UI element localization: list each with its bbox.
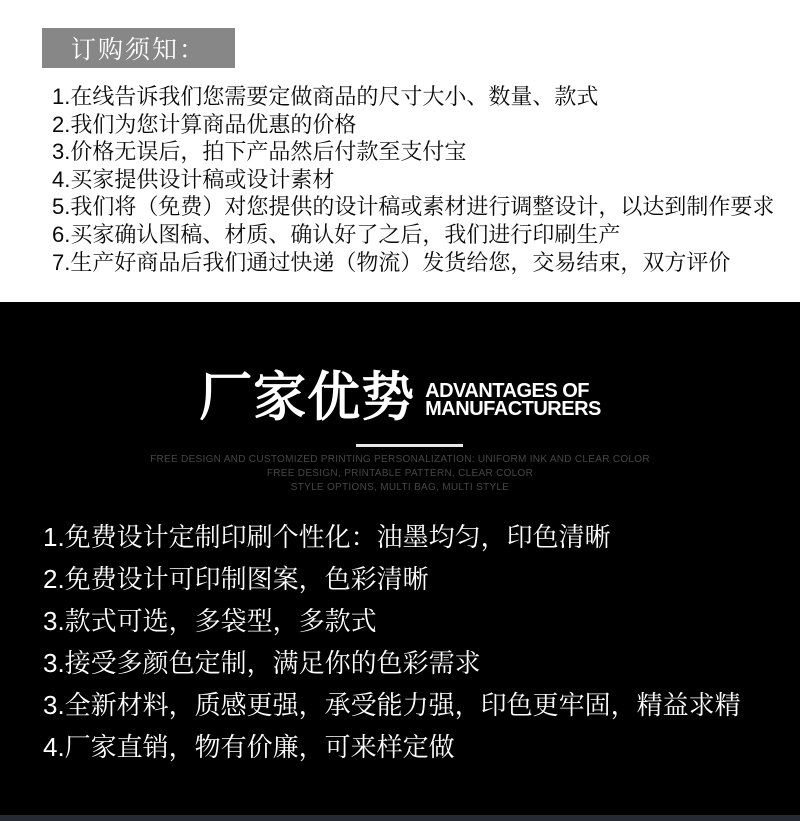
bottom-bar bbox=[0, 815, 800, 821]
advantages-subtitle-line: FREE DESIGN, PRINTABLE PATTERN, CLEAR COLOR bbox=[266, 468, 534, 479]
notice-item: 2.我们为您计算商品优惠的价格 bbox=[52, 111, 357, 137]
advantage-item: 3.全新材料，质感更强，承受能力强，印色更牢固，精益求精 bbox=[43, 690, 741, 720]
notice-item: 7.生产好商品后我们通过快递（物流）发货给您，交易结束，双方评价 bbox=[52, 249, 731, 275]
advantages-title-en-line1: ADVANTAGES OF bbox=[425, 380, 590, 403]
advantage-item: 3.款式可选，多袋型，多款式 bbox=[43, 606, 377, 636]
advantages-title-cn: 厂家优势 bbox=[199, 368, 416, 427]
notice-item: 4.买家提供设计稿或设计素材 bbox=[52, 166, 335, 192]
advantage-item: 1.免费设计定制印刷个性化：油墨均匀，印色清晰 bbox=[43, 522, 611, 552]
advantages-list bbox=[43, 516, 741, 768]
advantages-subtitle-line: FREE DESIGN AND CUSTOMIZED PRINTING PERSONALIZATION: UNIFORM INK AND CLEAR COLOR bbox=[150, 454, 650, 465]
order-notice-badge bbox=[42, 28, 235, 68]
notice-item: 3.价格无误后，拍下产品然后付款至支付宝 bbox=[52, 139, 467, 165]
advantages-title-en bbox=[425, 380, 601, 427]
title-underline bbox=[356, 444, 463, 447]
advantage-item: 4.厂家直销，物有价廉，可来样定做 bbox=[43, 732, 455, 762]
notice-item: 1.在线告诉我们您需要定做商品的尺寸大小、数量、款式 bbox=[52, 84, 599, 109]
advantages-section bbox=[0, 302, 800, 815]
order-notice-list bbox=[52, 83, 774, 276]
advantage-item: 2.免费设计可印制图案，色彩清晰 bbox=[43, 564, 429, 594]
advantages-subtitle bbox=[0, 453, 800, 495]
advantages-title-row bbox=[0, 368, 800, 427]
order-notice-badge-label: 订购须知： bbox=[70, 36, 206, 64]
advantage-item: 3.接受多颜色定制，满足你的色彩需求 bbox=[43, 648, 481, 678]
order-notice-section bbox=[0, 0, 800, 302]
notice-item: 5.我们将（免费）对您提供的设计稿或素材进行调整设计，以达到制作要求 bbox=[52, 194, 775, 220]
notice-item: 6.买家确认图稿、材质、确认好了之后，我们进行印刷生产 bbox=[52, 221, 621, 247]
advantages-subtitle-line: STYLE OPTIONS, MULTI BAG, MULTI STYLE bbox=[290, 482, 510, 493]
advantages-title-en-line2: MANUFACTURERS bbox=[425, 397, 601, 420]
